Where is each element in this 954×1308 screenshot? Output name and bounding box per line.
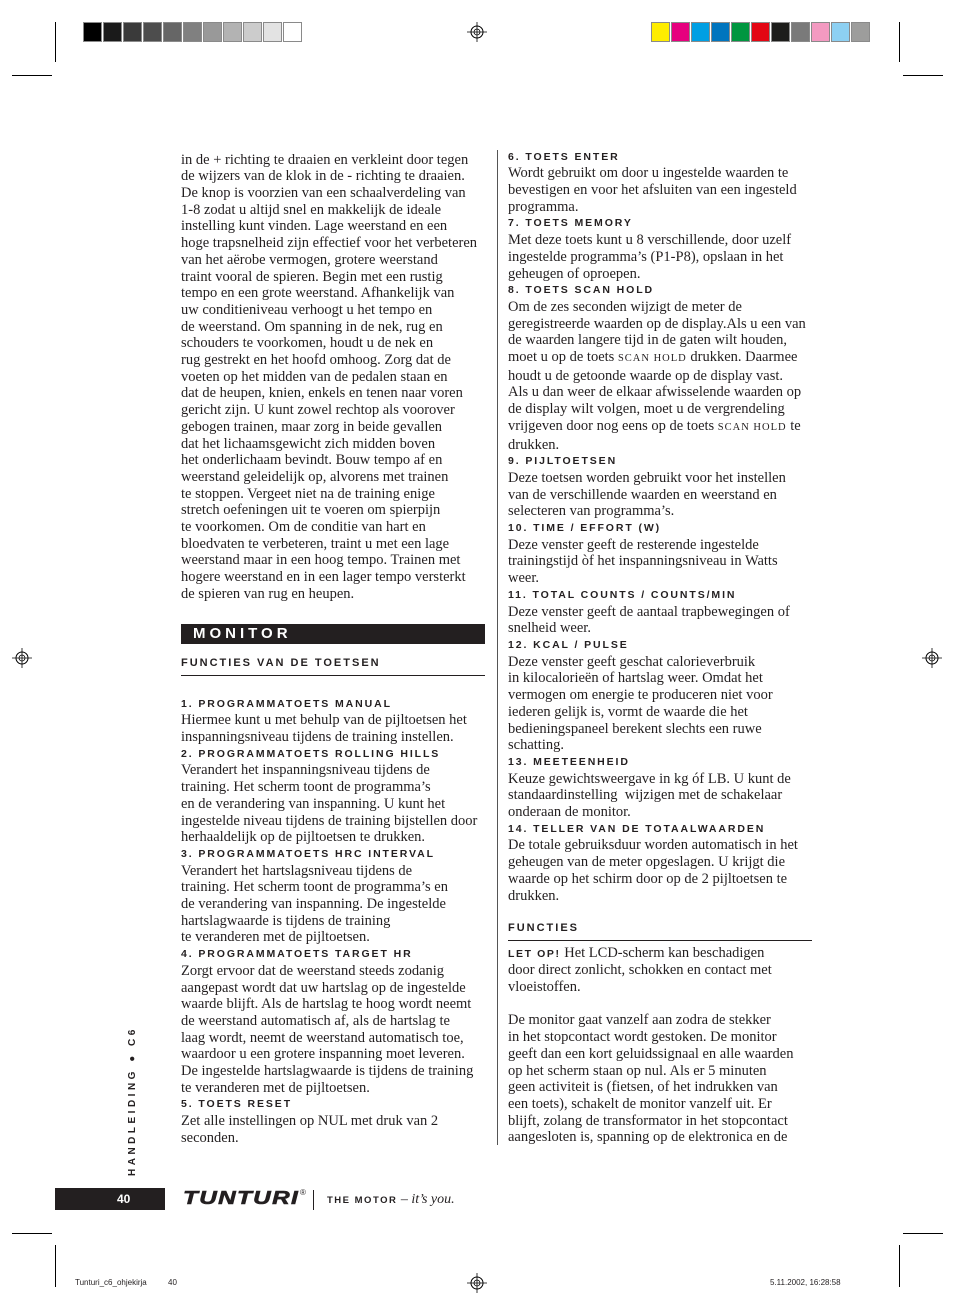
- registered-mark: ®: [300, 1188, 306, 1197]
- item-body-text: drukken. Daarmee houdt u de getoonde waarde op de display vast. Als u dan weer de elkaar afwisselende waarden op de display wilt volgen, moet u de vergrendeling vrijgeven door nog eens op de toets: [508, 349, 802, 434]
- column-divider: [497, 150, 498, 1145]
- monitor-section-banner: MONITOR: [181, 624, 485, 644]
- color-swatch: [771, 22, 790, 42]
- power-paragraph: De monitor gaat vanzelf aan zodra de stekker in het stopcontact wordt gestoken. De monitor geeft dan een kort geluidssignaal en alle waarden op het scherm staan op nul. Als er 5 minuten geen activiteit is (fietsen, of het indrukken van een toets), schakelt de monitor vanzelf uit. Er blijft, zolang de transformator in het stopcontact aangesloten is, spanning op de elektronica en de: [508, 1012, 794, 1146]
- slug-timestamp: 5.11.2002, 16:28:58: [770, 1278, 841, 1287]
- process-color-bar: [651, 22, 871, 42]
- section-heading-functies-van-de-toetsen: FUNCTIES VAN DE TOETSEN: [181, 654, 485, 676]
- warning-text: Het LCD-scherm kan beschadigen door direct zonlicht, schokken en contact met vloeistoffen.: [508, 944, 772, 995]
- footer-tagline: [327, 1191, 455, 1209]
- color-swatch: [183, 22, 202, 42]
- color-swatch: [651, 22, 670, 42]
- color-swatch: [223, 22, 242, 42]
- color-swatch: [103, 22, 122, 42]
- grayscale-color-bar: [83, 22, 303, 42]
- footer-separator: [313, 1190, 314, 1210]
- crop-mark-top-right-horizontal: [903, 75, 943, 76]
- crop-mark-bottom-left-vertical: [55, 1245, 56, 1287]
- item-heading: 7. TOETS MEMORY: [508, 217, 633, 230]
- color-swatch: [711, 22, 730, 42]
- registration-mark-icon: [467, 1273, 487, 1293]
- item-heading: 11. TOTAL COUNTS / COUNTS/MIN: [508, 588, 737, 601]
- item-body: Zorgt ervoor dat de weerstand steeds zodanig aangepast wordt dat uw hartslag op de ingestelde waarde blijft. Als de hartslag te hoog wordt neemt de weerstand automatisch af, als de hartslag te laag wordt, neemt de weerstand automatisch toe, waardoor u een grotere inspanning moet leveren. De ingestelde hartslagwaarde is tijdens de training te veranderen met de pijltoetsen.: [181, 962, 474, 1096]
- item-body: Deze venster geeft de aantaal trapbewegingen of snelheid weer.: [508, 603, 790, 637]
- color-swatch: [751, 22, 770, 42]
- crop-mark-bottom-right-vertical: [899, 1245, 900, 1287]
- item-body: [508, 299, 814, 453]
- side-label-manual: HANDLEIDING ● C6: [127, 1026, 138, 1176]
- crop-mark-top-right-vertical: [899, 22, 900, 62]
- item-heading: 9. PIJLTOETSEN: [508, 455, 618, 468]
- logo-wordmark: TUNTURI: [183, 1188, 300, 1208]
- color-swatch: [203, 22, 222, 42]
- color-swatch: [731, 22, 750, 42]
- registration-mark-icon: [922, 648, 942, 668]
- item-heading: 5. TOETS RESET: [181, 1098, 293, 1111]
- warning-paragraph: [508, 945, 814, 996]
- tagline-italic: – it’s you.: [397, 1192, 455, 1207]
- color-swatch: [671, 22, 690, 42]
- registration-mark-icon: [12, 648, 32, 668]
- item-body: Deze venster geeft de resterende ingestelde trainingstijd òf het inspanningsniveau in Watts weer.: [508, 536, 778, 587]
- color-swatch: [243, 22, 262, 42]
- intro-paragraph: in de + richting te draaien en verkleint door tegen de wijzers van de klok in de - richting te draaien. De knop is voorzien van een schaalverdeling van 1-8 zodat u altijd snel en makkelijk de ideale instelling kunt vinden. Lage weerstand en een hoge trapsnelheid zijn effectief voor het verbeteren van het aërobe vermogen, grotere weerstand traint vooral de spieren. Begin met een rustig tempo en een grote weerstand. Afhankelijk van uw conditieniveau verhoogt u het tempo en de weerstand. Om spanning in de nek, rug en schouders te voorkomen, houdt u de nek en rug gestrekt en het hoofd omhoog. Zorg dat de voeten op het midden van de pedalen staan en dat de heupen, knien, enkels en tenen naar voren gericht zijn. U kunt zowel rechtop als voorover gebogen trainen, maar zorg in beide gevallen dat het lichaamsgewicht zich midden boven het onderlichaam bevindt. Bouw tempo af en weerstand geleidelijk op, alvorens met trainen te stoppen. Vergeet niet na de training enige stretch oefeningen uit te voeren om spierpijn te voorkomen. Om de conditie van hart en bloedvaten te verbeteren, traint u met een lage weerstand maar in een hoog tempo. Trainen met hogere weerstand en in een lager tempo versterkt de spieren van rug en heupen.: [181, 151, 478, 602]
- item-body: Deze venster geeft geschat calorieverbruik in kilocalorieën of hartslag weer. Omdat het vermogen om energie te produceren niet voor iederen gelijk is, vormt de waarde die het bedieningspaneel berekent slechts een ruwe schatting.: [508, 653, 773, 754]
- color-swatch: [283, 22, 302, 42]
- color-swatch: [691, 22, 710, 42]
- item-body: Wordt gebruikt om door u ingestelde waarden te bevestigen en voor het afsluiten van een ingesteld programma.: [508, 165, 797, 215]
- page-number: 40: [55, 1188, 165, 1210]
- item-heading: 13. MEETEENHEID: [508, 755, 630, 768]
- right-key-list: [508, 149, 814, 905]
- item-body: Deze toetsen worden gebruikt voor het instellen van de verschillende waarden en weerstand en selecteren van programma’s.: [508, 469, 786, 520]
- item-body: Met deze toets kunt u 8 verschillende, door uzelf ingestelde programma’s (P1-P8), opslaan in het geheugen of oproepen.: [508, 232, 792, 282]
- functies-body: [508, 945, 814, 1146]
- item-body: De totale gebruiksduur worden automatisch in het geheugen van de meter opgeslagen. U krijgt die waarde op het schirm door op de 2 pijltoetsen te drukken.: [508, 837, 798, 904]
- color-swatch: [811, 22, 830, 42]
- color-swatch: [163, 22, 182, 42]
- item-heading: 14. TELLER VAN DE TOTAALWAARDEN: [508, 822, 766, 835]
- item-heading: 10. TIME / EFFORT (W): [508, 522, 662, 535]
- item-body-text: Om de zes seconden wijzigt de meter de geregistreerde waarden op de display.Als u een van de waarden langere tijd in de gaten wilt houden, moet u op de toets: [508, 298, 806, 366]
- item-heading: 3. PROGRAMMATOETS HRC INTERVAL: [181, 847, 435, 860]
- tagline-bold: THE MOTOR: [327, 1195, 398, 1206]
- crop-mark-top-left-horizontal: [12, 75, 52, 76]
- left-key-list: [181, 696, 487, 1147]
- item-heading: 2. PROGRAMMATOETS ROLLING HILLS: [181, 747, 441, 760]
- item-body: Zet alle instellingen op NUL met druk van 2 seconden.: [181, 1113, 439, 1146]
- item-body-text: te drukken.: [508, 417, 801, 453]
- color-swatch: [831, 22, 850, 42]
- item-heading: 1. PROGRAMMATOETS MANUAL: [181, 697, 392, 710]
- color-swatch: [851, 22, 870, 42]
- item-heading: 12. KCAL / PULSE: [508, 638, 629, 651]
- registration-mark-icon: [467, 22, 487, 42]
- color-swatch: [143, 22, 162, 42]
- item-heading: 8. TOETS SCAN HOLD: [508, 284, 655, 297]
- color-swatch: [83, 22, 102, 42]
- key-name-label: SCAN HOLD: [717, 421, 787, 433]
- section-heading-functies: FUNCTIES: [508, 919, 812, 941]
- crop-mark-bottom-right-horizontal: [903, 1233, 943, 1234]
- slug-page: 40: [168, 1278, 177, 1287]
- item-body: Verandert het hartslagsniveau tijdens de training. Het scherm toont de programma’s en de verandering van inspanning. De ingestelde hartslagwaarde is tijdens de training te veranderen met de pijltoetsen.: [181, 862, 448, 946]
- tunturi-logo: [183, 1189, 309, 1207]
- item-body: Hiermee kunt u met behulp van de pijltoetsen het inspanningsniveau tijdens de training instellen.: [181, 712, 467, 745]
- color-swatch: [263, 22, 282, 42]
- color-swatch: [123, 22, 142, 42]
- slug-file-name: Tunturi_c6_ohjekirja: [75, 1278, 147, 1287]
- item-body: Verandert het inspanningsniveau tijdens de training. Het scherm toont de programma’s en de verandering van inspanning. U kunt het ingestelde niveau tijdens de training bijstellen door herhaaldelijk op de pijltoetsen te drukken.: [181, 762, 478, 846]
- item-heading: 4. PROGRAMMATOETS TARGET HR: [181, 948, 413, 961]
- item-body: Keuze gewichtsweergave in kg óf LB. U kunt de standaardinstelling wijzigen met de schakelaar onderaan de monitor.: [508, 770, 791, 821]
- crop-mark-top-left-vertical: [55, 22, 56, 62]
- color-swatch: [791, 22, 810, 42]
- key-name-label: SCAN HOLD: [617, 353, 687, 365]
- item-heading: 6. TOETS ENTER: [508, 150, 620, 163]
- crop-mark-bottom-left-horizontal: [12, 1233, 52, 1234]
- warning-label: LET OP!: [508, 947, 561, 960]
